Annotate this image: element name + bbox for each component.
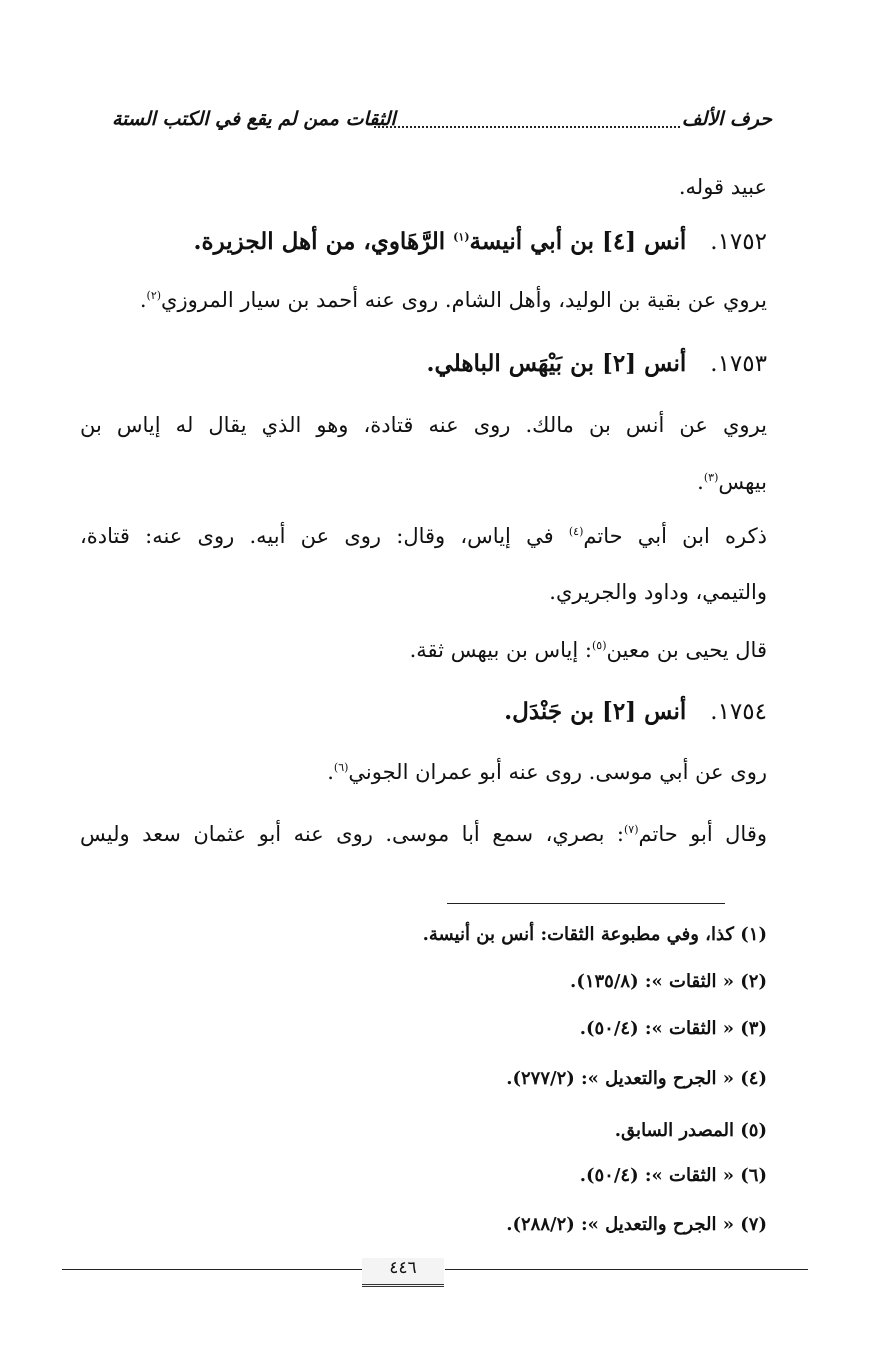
- text-line: يروي عن بقية بن الوليد، وأهل الشام. روى عنه أحمد بن سيار المروزي$^{(٢)}$.: [139, 288, 767, 312]
- text-line: يروي عن أنس بن مالك. روى عنه قتادة، وهو الذي يقال له إياس بن: [80, 413, 767, 437]
- header-book-title: الثقات ممن لم يقع في الكتب الستة: [112, 108, 396, 130]
- footnote-ref: (١): [453, 230, 470, 244]
- running-header: [112, 100, 772, 140]
- entry-heading-1752: ١٧٥٢.أنس [٤] بن أبي أنيسة$^{(١)}$ الرَّهَاوي، من أهل الجزيرة.: [193, 228, 767, 255]
- text-line: وقال أبو حاتم$^{(٧)}$: بصري، سمع أبا موسى. روى عنه أبو عثمان سعد وليس: [80, 822, 767, 846]
- footnote: (٢) « الثقات »: (١٣٥/٨).: [570, 971, 767, 992]
- page-number: ٤٤٦: [362, 1258, 444, 1287]
- text-line: روى عن أبي موسى. روى عنه أبو عمران الجوني$^{(٦)}$.: [327, 760, 767, 784]
- entry-heading-1754: ١٧٥٤.أنس [٢] بن جَنْدَل.: [504, 698, 767, 725]
- text-line: ذكره ابن أبي حاتم$^{(٤)}$ في إياس، وقال: روى عن أبيه. روى عنه: قتادة،: [80, 524, 767, 548]
- text-line: عبيد قوله.: [678, 175, 767, 199]
- footnote: (٣) « الثقات »: (٥٠/٤).: [579, 1018, 767, 1039]
- footnote-separator: [447, 903, 725, 904]
- text-line: قال يحيى بن معين$^{(٥)}$: إياس بن بيهس ثقة.: [409, 638, 767, 662]
- entry-heading-1753: ١٧٥٣.أنس [٢] بن بَيْهَس الباهلي.: [426, 350, 767, 377]
- footnote: (٦) « الثقات »: (٥٠/٤).: [579, 1165, 767, 1186]
- footnote-ref: (٧): [624, 823, 639, 836]
- bottom-rule: [445, 1269, 808, 1270]
- entry-number: ١٧٥٣.: [710, 351, 767, 377]
- text-line: والتيمي، وداود والجريري.: [549, 580, 767, 604]
- footnote-ref: (٥): [591, 639, 607, 652]
- header-dot-leader: [374, 108, 680, 128]
- footnote: (٤) « الجرح والتعديل »: (٢٧٧/٢).: [506, 1068, 767, 1089]
- entry-number: ١٧٥٢.: [710, 229, 767, 255]
- text-line: بيهس$^{(٣)}$.: [697, 470, 767, 494]
- header-chapter: حرف الألف: [681, 108, 772, 130]
- entry-number: ١٧٥٤.: [710, 699, 767, 725]
- footnote: (١) كذا، وفي مطبوعة الثقات: أنس بن أنيسة.: [422, 924, 767, 945]
- footnote-ref: (٣): [703, 471, 719, 484]
- footnote-ref: (٦): [333, 761, 349, 774]
- footnote-ref: (٢): [146, 289, 162, 302]
- footnote: (٧) « الجرح والتعديل »: (٢٨٨/٢).: [506, 1214, 767, 1235]
- bottom-rule: [62, 1269, 362, 1270]
- footnote-ref: (٤): [568, 525, 584, 538]
- footnote: (٥) المصدر السابق.: [614, 1120, 767, 1141]
